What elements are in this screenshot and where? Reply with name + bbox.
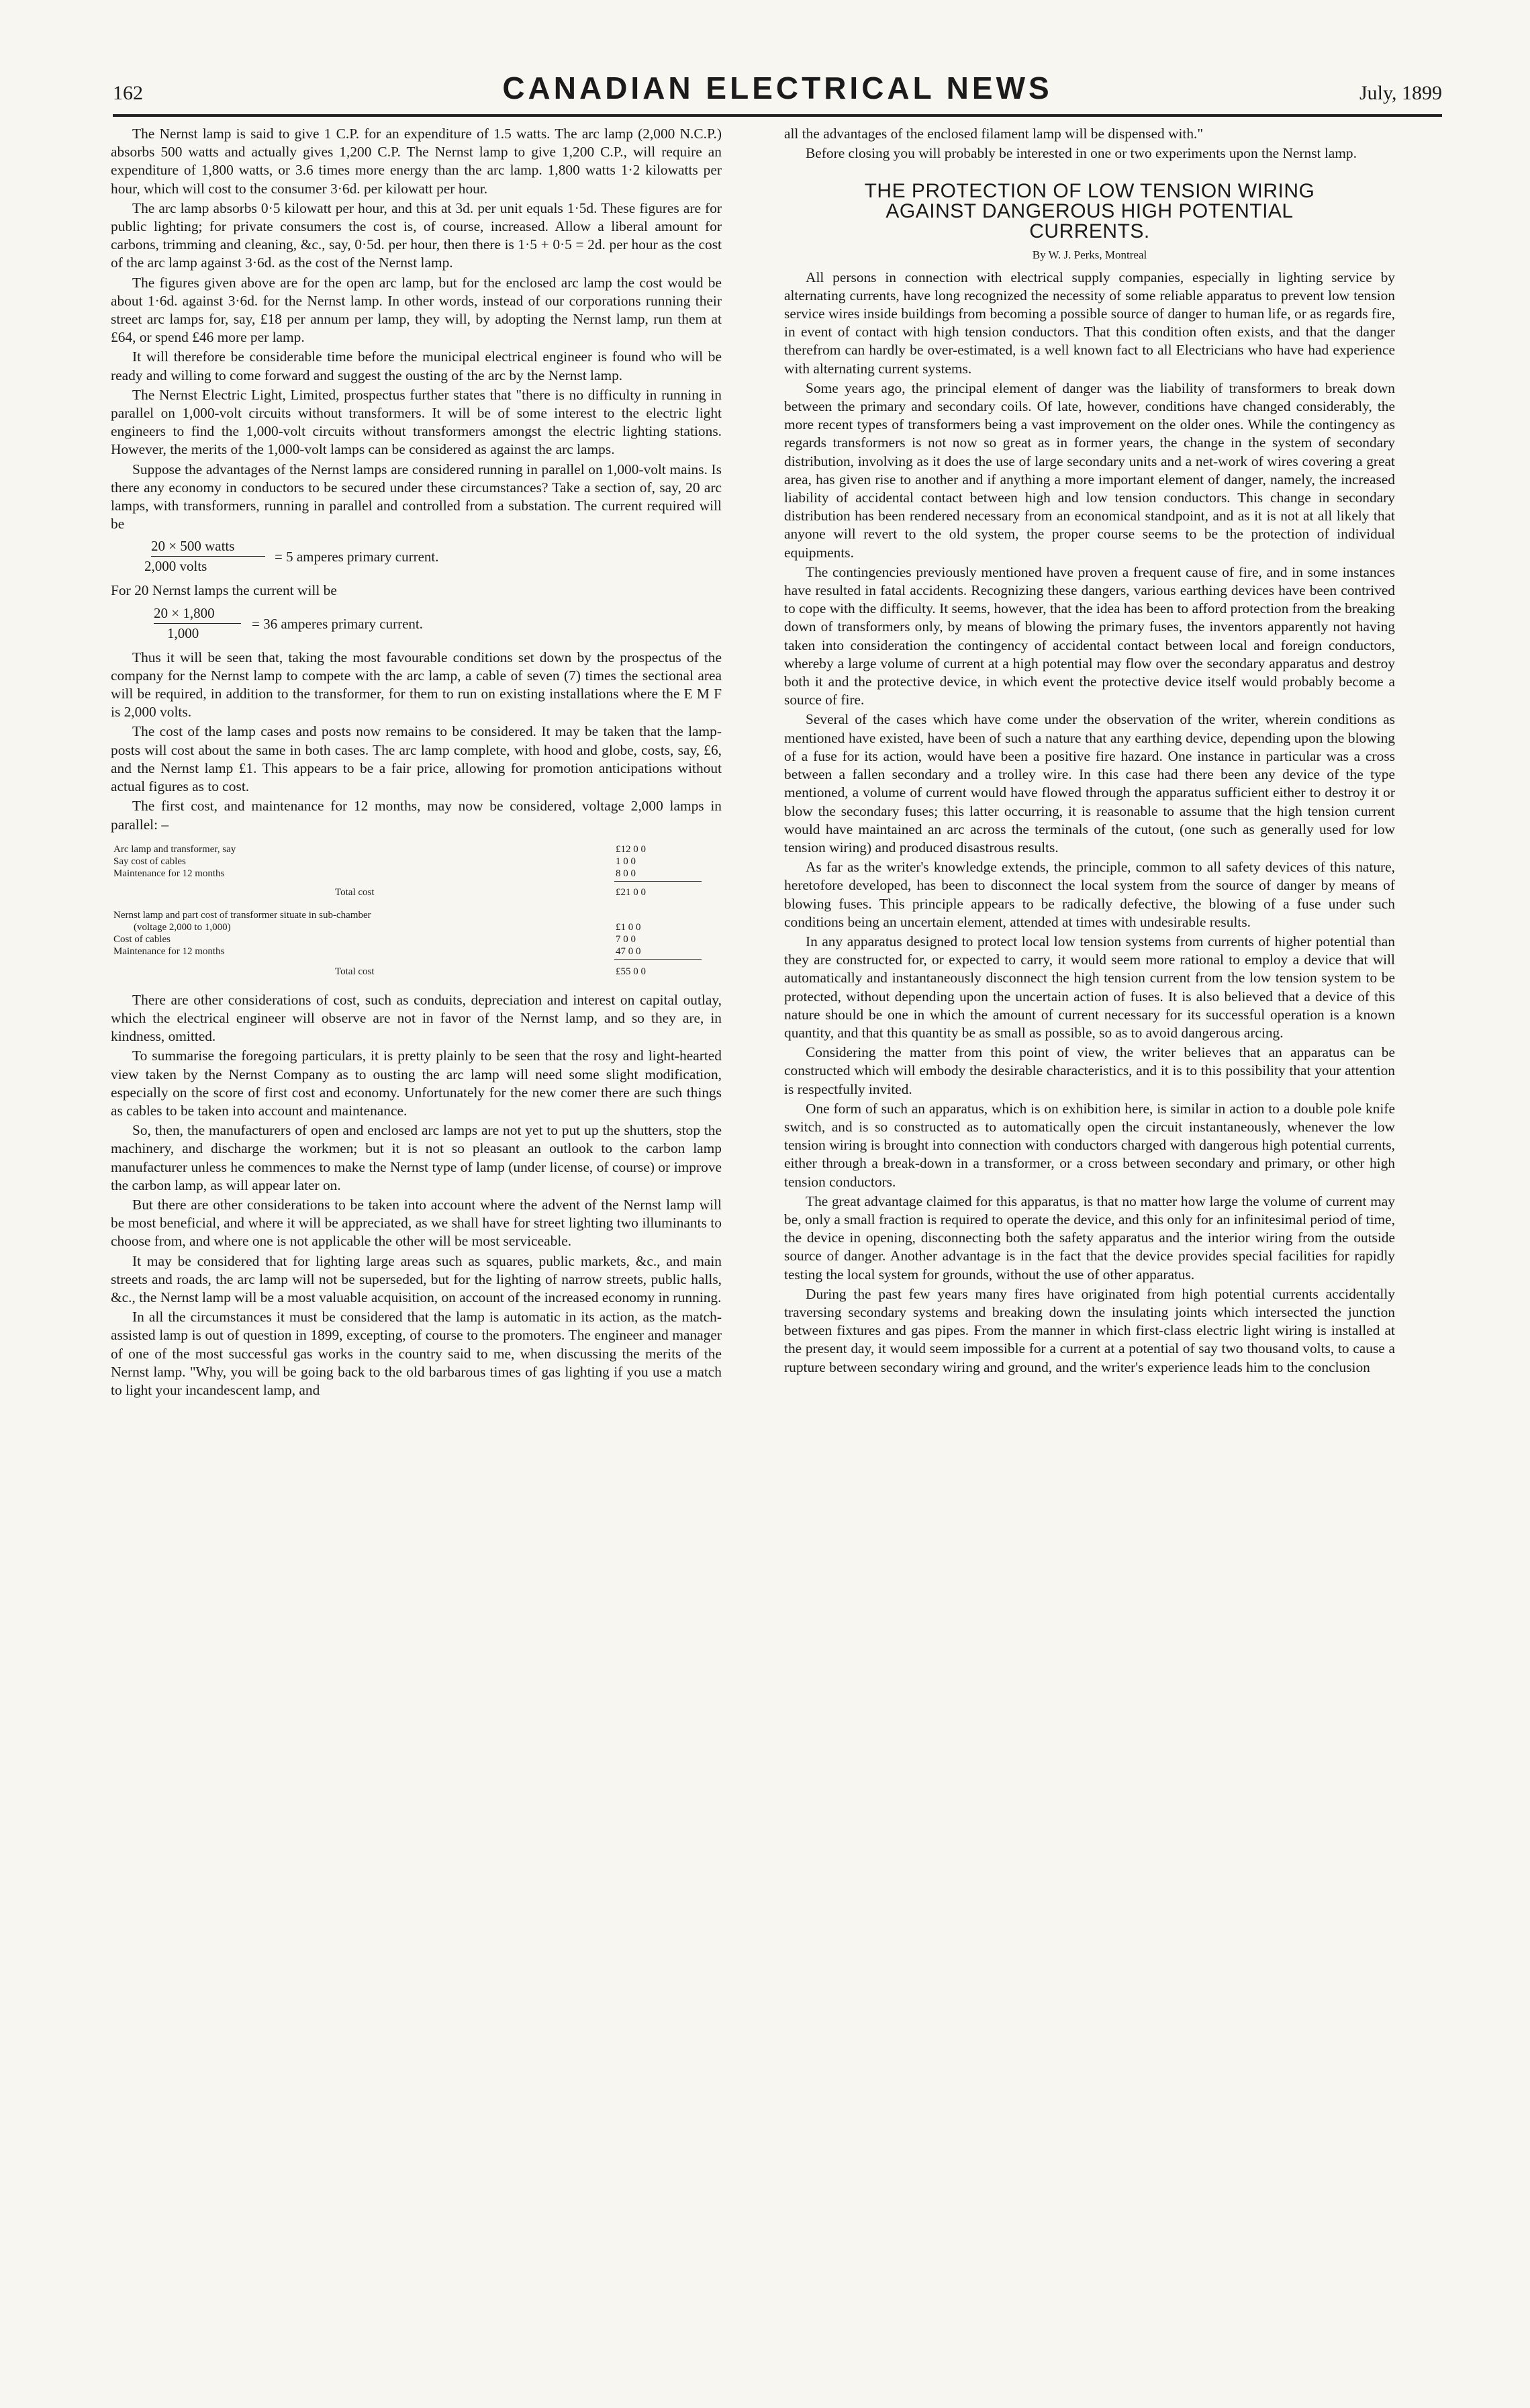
paragraph: The first cost, and maintenance for 12 months, may now be considered, voltage 2,000 lamps in parallel: –: [111, 798, 722, 833]
running-header: [113, 70, 1442, 117]
formula-denominator: 2,000 volts: [144, 558, 207, 575]
formula-result: = 5 amperes primary current.: [275, 549, 439, 565]
paragraph: The figures given above are for the open arc lamp, but for the enclosed arc lamp the cost would be about 1·6d. against 3·6d. for the Nernst lamp. In other words, instead of our corporations running their street arc lamps for, say, £18 per annum per lamp, they will, by adopting the Nernst lamp, run them at £64, or spend £46 more per lamp.: [111, 274, 722, 346]
cost-label: (voltage 2,000 to 1,000): [134, 921, 231, 933]
table-row: [113, 868, 704, 880]
table-row: [113, 843, 704, 855]
article-title-line: THE PROTECTION OF LOW TENSION WIRING: [864, 180, 1315, 203]
paragraph: The great advantage claimed for this apparatus, is that no matter how large the volume of current may be, only a small fraction is required to operate the device, and this only for an infinitesimal period of time, the device in opening, disconnecting both the safety apparatus and the interior wiring from the outside source of danger. Another advantage is in the fact that the device provides special facilities for rapidly testing the local system for grounds, without the use of other apparatus.: [784, 1193, 1395, 1283]
table-row: [113, 933, 704, 945]
total-amount: £55 0 0: [616, 966, 646, 977]
cost-label: Arc lamp and transformer, say: [113, 843, 236, 855]
paragraph: Several of the cases which have come under the observation of the writer, wherein conditions as mentioned have existed, have been of such a nature that any earthing device, depending upon the blowing of a fuse for its action, would have been a positive fire hazard. One instance in particular was a cross between a fallen secondary and a trolley wire. In this case had there been any device of the type mentioned, a volume of current would have flowed through the apparatus sufficient either to destroy it or blow the secondary fuses; this latter occurring, it is reasonable to assume that the high tension current would have maintained an arc across the terminals of the cutout, (one such as generally used for low tension wiring) and produced disastrous results.: [784, 711, 1395, 855]
paragraph: To summarise the foregoing particulars, it is pretty plainly to be seen that the rosy and light-hearted view taken by the Nernst Company as to ousting the arc lamp will need some slight modification, especially on the score of first cost and economy. Unfortunately for the new comer there are such things as cables to be taken into account and maintenance.: [111, 1048, 722, 1119]
cost-amount: 1 0 0: [616, 855, 636, 867]
issue-date: July, 1899: [1359, 82, 1442, 104]
table-row: [113, 855, 704, 868]
paragraph: Considering the matter from this point of view, the writer believes that an apparatus can be constructed which will embody the desirable characteristics, and it is to this possibility that your attention is respectfully invited.: [784, 1044, 1395, 1097]
cost-amount: 8 0 0: [616, 868, 636, 879]
formula-arc-current: [111, 536, 722, 577]
paragraph: Before closing you will probably be interested in one or two experiments upon the Nernst lamp.: [806, 145, 1357, 162]
cost-label: Nernst lamp and part cost of transformer situate in sub-chamber: [113, 909, 371, 921]
paragraph: One form of such an apparatus, which is on exhibition here, is similar in action to a double pole knife switch, and is so constructed as to automatically open the circuit instantaneously, whenever the low tension wiring is brought into connection with conductors charged with dangerous high potential currents, either through a break-down in a transformer, or a cross between secondary and primary, or other high tension conductors.: [784, 1100, 1395, 1190]
table-row-total: [113, 886, 704, 898]
total-label: Total cost: [335, 886, 375, 898]
paragraph: There are other considerations of cost, such as conduits, depreciation and interest on capital outlay, which the electrical engineer will observe are not in favor of the Nernst lamp, and so they are, in kindness, omitted.: [111, 991, 722, 1045]
formula-denominator: 1,000: [167, 624, 199, 641]
formula-nernst-current: [111, 603, 722, 645]
paragraph: For 20 Nernst lamps the current will be: [111, 582, 337, 599]
byline: By W. J. Perks, Montreal: [1032, 248, 1147, 262]
cost-amount: 7 0 0: [616, 933, 636, 945]
journal-title: CANADIAN ELECTRICAL NEWS: [502, 71, 1053, 105]
paragraph: Some years ago, the principal element of danger was the liability of transformers to break down between the primary and secondary coils. Of late, however, conditions have changed considerably, the more recent types of transformers being a vast improvement on the older ones. While the contingency as regards transformers is not now so great as in former years, the change in the system of secondary distribution, involving as it does the use of large secondary units and a net-work of wires covering a great area, has given rise to another and if anything a more important element of danger, namely, the increased liability of accidental contact between high and low tension conductors. This change in secondary distribution has been rendered necessary from an economical standpoint, and as it is not at all likely that anyone will revert to the old system, the proper course seems to be the protection of individual equipments.: [784, 379, 1395, 561]
paragraph: But there are other considerations to be taken into account where the advent of the Nernst lamp will be most beneficial, and where it will be appreciated, as we shall have for street lighting two illuminants to choose from, and where one is not applicable the other will be most serviceable.: [111, 1196, 722, 1250]
table-row: [113, 909, 704, 921]
paragraph: Suppose the advantages of the Nernst lamps are considered running in parallel on 1,000-volt mains. Is there any economy in conductors to be secured under these circumstances? Take a section of, say, 20 arc lamps, with transformers, running in parallel and controlled from a substation. The current required will be: [111, 461, 722, 532]
formula-result: = 36 amperes primary current.: [252, 615, 423, 632]
formula-numerator: 20 × 500 watts: [151, 538, 235, 555]
cost-table: [111, 839, 722, 986]
left-column: [111, 125, 722, 1399]
paragraph: During the past few years many fires have originated from high potential currents accidentally traversing secondary systems and breaking down the insulating joints which intersected the junction between fixtures and gas pipes. From the manner in which first-class electric light wiring is installed at the present day, it would seem impossible for a current at a potential of say two thousand volts, to cause a rupture between secondary wiring and ground, and the writer's experience leads him to the conclusion: [784, 1285, 1395, 1375]
table-row: [113, 921, 704, 933]
paragraph: The Nernst lamp is said to give 1 C.P. for an expenditure of 1.5 watts. The arc lamp (2,000 N.C.P.) absorbs 500 watts and actually gives 1,200 C.P. The Nernst lamp to give 1,200 C.P., will require an expenditure of 1,800 watts, or 3.6 times more energy than the arc lamp. 1,800 watts 1·2 kilowatts per hour, which will cost to the consumer 3·6d. per kilowatt per hour.: [111, 126, 722, 197]
paragraph: The Nernst Electric Light, Limited, prospectus further states that "there is no difficulty in running in parallel on 1,000-volt circuits without transformers. It will be of some interest to the electric light engineers to find the 1,000-volt circuits without transformers amongst the electric lighting stations. However, the merits of the 1,000-volt lamps can be considered as against the arc lamps.: [111, 386, 722, 458]
cost-label: Maintenance for 12 months: [113, 945, 225, 957]
formula-numerator: 20 × 1,800: [154, 604, 215, 621]
paragraph: As far as the writer's knowledge extends, the principle, common to all safety devices of this nature, heretofore developed, has been to disconnect the local system from the source of danger by means of blowing fuses. This principle appears to be radically defective, the blowing of a fuse under such conditions being an uncertain element, attended at times with undesirable results.: [784, 859, 1395, 930]
paragraph: In all the circumstances it must be considered that the lamp is automatic in its action, as the match-assisted lamp is out of question in 1899, excepting, of course to the promoters. The engineer and manager of one of the most successful gas works in the country said to me, when discussing the merits of the Nernst lamp. "Why, you will be going back to the old barbarous times of gas lighting if you use a match to light your incandescent lamp, and: [111, 1309, 722, 1398]
cost-label: Say cost of cables: [113, 855, 186, 867]
table-row: [113, 945, 704, 958]
article-title: [784, 181, 1395, 242]
paragraph: The arc lamp absorbs 0·5 kilowatt per hour, and this at 3d. per unit equals 1·5d. These figures are for public lighting; for private consumers the cost is, of course, increased. Allow a liberal amount for carbons, trimming and cleaning, &c., say, 0·5d. per hour, then there is 1·5 + 0·5 = 2d. per hour as the cost of the arc lamp against 3·6d. as the cost of the Nernst lamp.: [111, 199, 722, 271]
paragraph: The cost of the lamp cases and posts now remains to be considered. It may be taken that the lamp-posts will cost about the same in both cases. The arc lamp complete, with hood and globe, costs, say, £6, and the Nernst lamp £1. This appears to be a fair price, allowing for promotion anticipations without actual figures as to cost.: [111, 723, 722, 795]
paragraph: In any apparatus designed to protect local low tension systems from currents of higher potential than they are constructed for, or expected to carry, it would seem more rational to employ a device that will automatically and instantaneously disconnect the high tension current from the low tension system to be protected, without depending upon the uncertain action of fuses. It is also believed that a device of this nature should be one in which the amount of current necessary for its successful operation is a known quantity, and that this quantity be as small as possible, so as to avoid dangerous arcing.: [784, 933, 1395, 1041]
cost-label: Cost of cables: [113, 933, 171, 945]
sum-rule: [614, 881, 702, 882]
paragraph: So, then, the manufacturers of open and enclosed arc lamps are not yet to put up the shutters, stop the machinery, and discharge the workmen; but it is not so pleasant an outlook to the carbon lamp manufacturer unless he commences to make the Nernst type of lamp (under license, of course) or improve the carbon lamp, as will appear later on.: [111, 1122, 722, 1193]
cost-amount: £1 0 0: [616, 921, 641, 933]
total-amount: £21 0 0: [616, 886, 646, 898]
total-label: Total cost: [335, 966, 375, 977]
paragraph: Thus it will be seen that, taking the most favourable conditions set down by the prospectus of the company for the Nernst lamp to compete with the arc lamp, a cable of seven (7) times the sectional area will be required, in addition to the transformer, for them to run on existing installations where the E M F is 2,000 volts.: [111, 649, 722, 721]
cost-label: Maintenance for 12 months: [113, 868, 225, 879]
sum-rule: [614, 959, 702, 960]
paragraph: It will therefore be considerable time before the municipal electrical engineer is found who will be ready and willing to come forward and suggest the ousting of the arc by the Nernst lamp.: [111, 349, 722, 383]
paragraph: All persons in connection with electrical supply companies, especially in lighting service by alternating currents, have long recognized the necessity of some reliable apparatus to prevent low tension service wires inside buildings from becoming a possible source of danger to human life, or as regards fire, in event of contact with high tension conductors. That this condition often exists, and that the danger therefrom can hardly be over-estimated, is a well known fact to all Electricians who have had experience with alternating current systems.: [784, 269, 1395, 377]
paragraph: The contingencies previously mentioned have proven a frequent cause of fire, and in some instances have resulted in fatal accidents. Recognizing these dangers, various earthing devices have been contrived to cope with the difficulty. It seems, however, that the idea has been to afford protection from the breaking down of transformers only, by means of blowing the primary fuses, the inventors apparently not having taken into consideration the contingency of accidental contact between local and foreign conductors, whereby a large volume of current at a high potential may flow over the secondary apparatus and destroy both it and the protective device, in which event the protective device itself would probably become a source of fire.: [784, 563, 1395, 708]
fraction-bar: [151, 556, 265, 557]
article-title-line: AGAINST DANGEROUS HIGH POTENTIAL: [886, 200, 1294, 223]
paragraph: It may be considered that for lighting large areas such as squares, public markets, &c., and main streets and roads, the arc lamp will not be superseded, but for the lighting of narrow streets, public halls, &c., the Nernst lamp will be a most valuable acquisition, on account of the increased economy in running.: [111, 1252, 722, 1305]
paragraph: all the advantages of the enclosed filament lamp will be dispensed with.": [784, 126, 1204, 142]
cost-amount: 47 0 0: [616, 945, 641, 957]
page-number: 162: [113, 82, 143, 104]
table-row-total: [113, 966, 704, 978]
fraction-bar: [154, 623, 241, 624]
cost-amount: £12 0 0: [616, 843, 646, 855]
article-title-line: CURRENTS.: [1029, 220, 1150, 243]
right-column: [784, 125, 1395, 1377]
